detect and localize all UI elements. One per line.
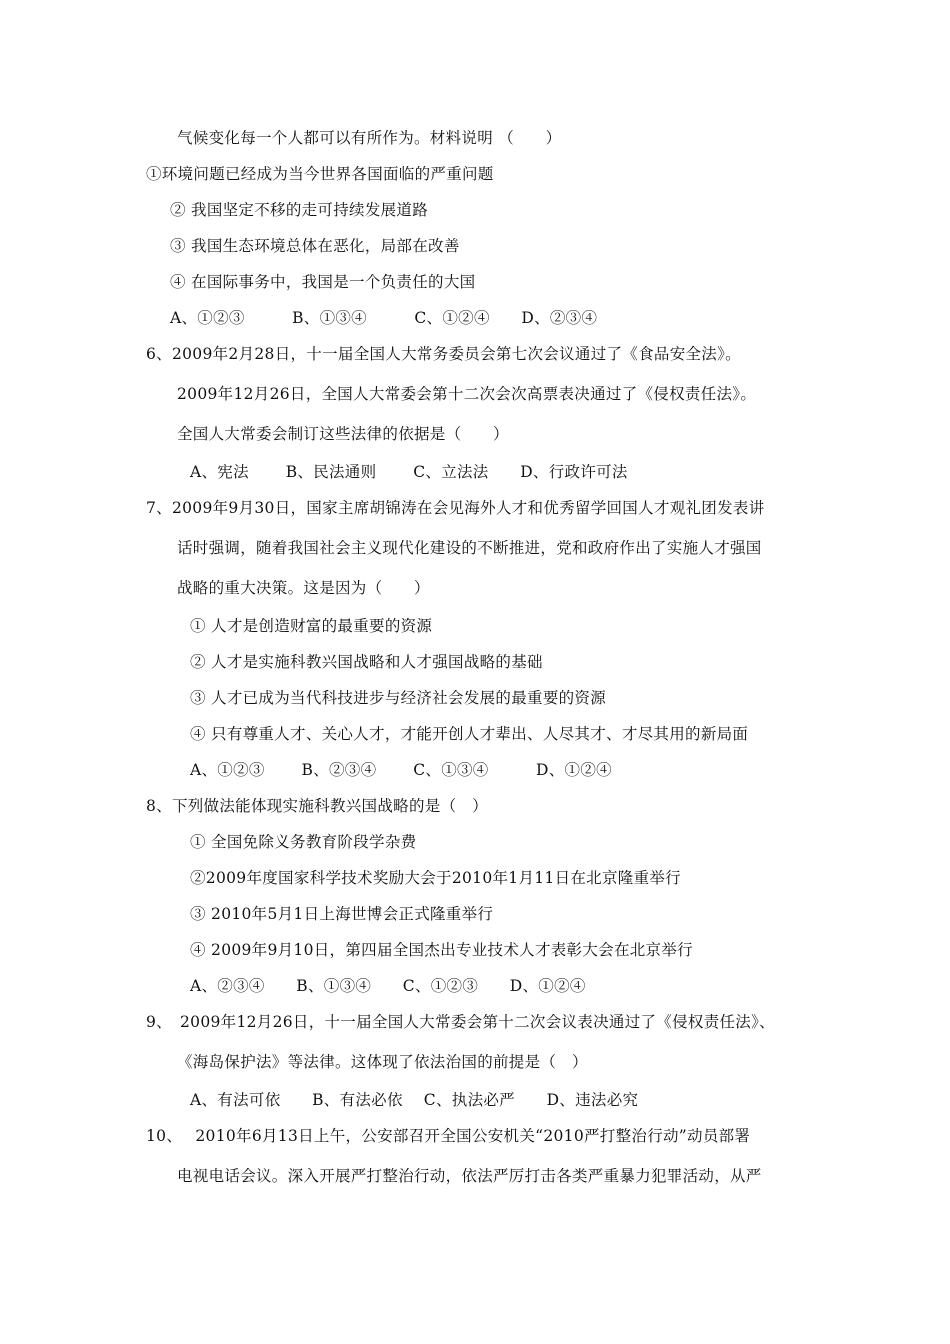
answer-choices: A、②③④ B、①③④ C、①②③ D、①②④ <box>190 977 586 995</box>
text-line: 话时强调，随着我国社会主义现代化建设的不断推进，党和政府作出了实施人才强国 <box>177 539 762 557</box>
question-8: 8、下列做法能体现实施科教兴国战略的是（ ） <box>146 797 488 815</box>
text-line: 战略的重大决策。这是因为（ ） <box>177 579 430 597</box>
answer-choices: A、宪法 B、民法通则 C、立法法 D、行政许可法 <box>190 463 628 481</box>
option-line: ④ 只有尊重人才、关心人才，才能开创人才辈出、人尽其才、才尽其用的新局面 <box>190 725 749 743</box>
option-line: ① 全国免除义务教育阶段学杂费 <box>190 833 417 851</box>
option-line: ①环境问题已经成为当今世界各国面临的严重问题 <box>146 165 494 183</box>
option-line: ③ 我国生态环境总体在恶化，局部在改善 <box>170 237 460 255</box>
option-line: ③ 2010年5月1日上海世博会正式隆重举行 <box>190 905 494 923</box>
text-line: 电视电话会议。深入开展严打整治行动，依法严厉打击各类严重暴力犯罪活动，从严 <box>177 1167 762 1185</box>
option-line: ② 人才是实施科教兴国战略和人才强国战略的基础 <box>190 653 543 671</box>
question-9: 9、 2009年12月26日，十一届全国人大常委会第十二次会议表决通过了《侵权责任法》、 <box>146 1013 775 1031</box>
text-line: 《海岛保护法》等法律。这体现了依法治国的前提是（ ） <box>177 1053 588 1071</box>
question-7: 7、2009年9月30日，国家主席胡锦涛在会见海外人才和优秀留学回国人才观礼团发表讲 <box>146 499 765 517</box>
option-line: ②2009年度国家科学技术奖励大会于2010年1月11日在北京隆重举行 <box>190 869 681 887</box>
question-10: 10、 2010年6月13日上午，公安部召开全国公安机关“2010严打整治行动”动员部署 <box>146 1127 751 1145</box>
option-line: ④ 2009年9月10日，第四届全国杰出专业技术人才表彰大会在北京举行 <box>190 941 693 959</box>
option-line: ① 人才是创造财富的最重要的资源 <box>190 617 433 635</box>
text-line: 2009年12月26日，全国人大常委会第十二次会次高票表决通过了《侵权责任法》。 <box>177 385 757 403</box>
answer-choices: A、①②③ B、①③④ C、①②④ D、②③④ <box>170 309 598 327</box>
option-line: ② 我国坚定不移的走可持续发展道路 <box>170 201 429 219</box>
text-line: 全国人大常委会制订这些法律的依据是（ ） <box>177 425 509 443</box>
answer-choices: A、①②③ B、②③④ C、①③④ D、①②④ <box>190 761 612 779</box>
option-line: ④ 在国际事务中，我国是一个负责任的大国 <box>170 273 476 291</box>
question-6: 6、2009年2月28日，十一届全国人大常务委员会第七次会议通过了《食品安全法》。 <box>146 345 741 363</box>
text-line: 气候变化每一个人都可以有所作为。材料说明 （ ） <box>177 129 562 147</box>
option-line: ③ 人才已成为当代科技进步与经济社会发展的最重要的资源 <box>190 689 607 707</box>
answer-choices: A、有法可依 B、有法必依 C、执法必严 D、违法必究 <box>190 1091 639 1109</box>
